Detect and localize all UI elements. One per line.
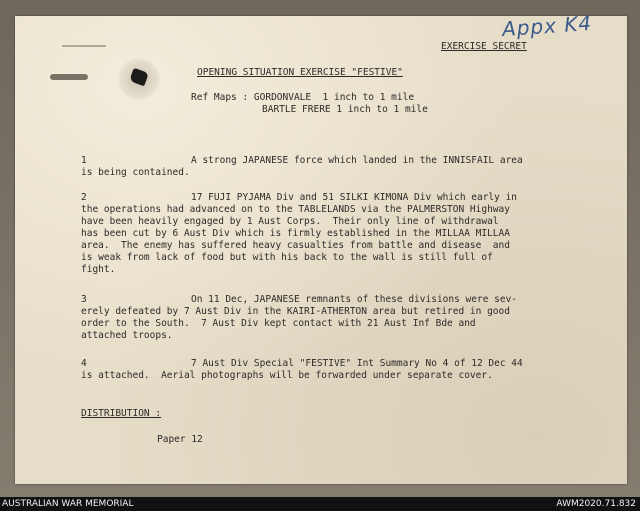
- paper-crease-mark: [62, 45, 106, 47]
- footer-accession-number: AWM2020.71.832: [556, 499, 636, 509]
- paragraph-line: the operations had advanced on to the TABLELANDS via the PALMERSTON Highway: [81, 204, 510, 215]
- distribution-item: Paper 12: [157, 434, 203, 445]
- paragraph-line: fight.: [81, 264, 116, 275]
- paragraph-line: 7 Aust Div Special "FESTIVE" Int Summary No 4 of 12 Dec 44: [191, 358, 523, 369]
- paragraph-line: A strong JAPANESE force which landed in the INNISFAIL area: [191, 155, 523, 166]
- footer-bar: [0, 497, 640, 511]
- handwritten-annotation: Appx K4: [501, 10, 593, 42]
- staple-mark: [50, 74, 88, 80]
- paragraph-number: 3: [81, 294, 87, 305]
- paragraph-line: has been cut by 6 Aust Div which is firmly established in the MILLAA MILLAA: [81, 228, 510, 239]
- paragraph-line: area. The enemy has suffered heavy casualties from battle and disease and: [81, 240, 510, 251]
- distribution-heading: DISTRIBUTION :: [81, 408, 162, 419]
- footer-institution: AUSTRALIAN WAR MEMORIAL: [2, 499, 134, 509]
- classification-label: EXERCISE SECRET: [441, 41, 527, 52]
- document-title: OPENING SITUATION EXERCISE "FESTIVE": [197, 67, 403, 78]
- paragraph-number: 2: [81, 192, 87, 203]
- paragraph-line: have been heavily engaged by 1 Aust Corps. Their only line of withdrawal: [81, 216, 499, 227]
- paragraph-line: is attached. Aerial photographs will be forwarded under separate cover.: [81, 370, 493, 381]
- ref-maps-line-2: BARTLE FRERE 1 inch to 1 mile: [262, 104, 428, 115]
- paragraph-line: erely defeated by 7 Aust Div in the KAIRI-ATHERTON area but retired in good: [81, 306, 510, 317]
- paragraph-number: 4: [81, 358, 87, 369]
- paragraph-number: 1: [81, 155, 87, 166]
- paragraph-line: is weak from lack of food but with his back to the wall is still full of: [81, 252, 493, 263]
- paragraph-line: 17 FUJI PYJAMA Div and 51 SILKI KIMONA Div which early in: [191, 192, 518, 203]
- paragraph-line: On 11 Dec, JAPANESE remnants of these divisions were sev-: [191, 294, 518, 305]
- paragraph-line: attached troops.: [81, 330, 173, 341]
- paragraph-line: is being contained.: [81, 167, 190, 178]
- paragraph-line: order to the South. 7 Aust Div kept contact with 21 Aust Inf Bde and: [81, 318, 476, 329]
- ref-maps-line-1: Ref Maps : GORDONVALE 1 inch to 1 mile: [191, 92, 415, 103]
